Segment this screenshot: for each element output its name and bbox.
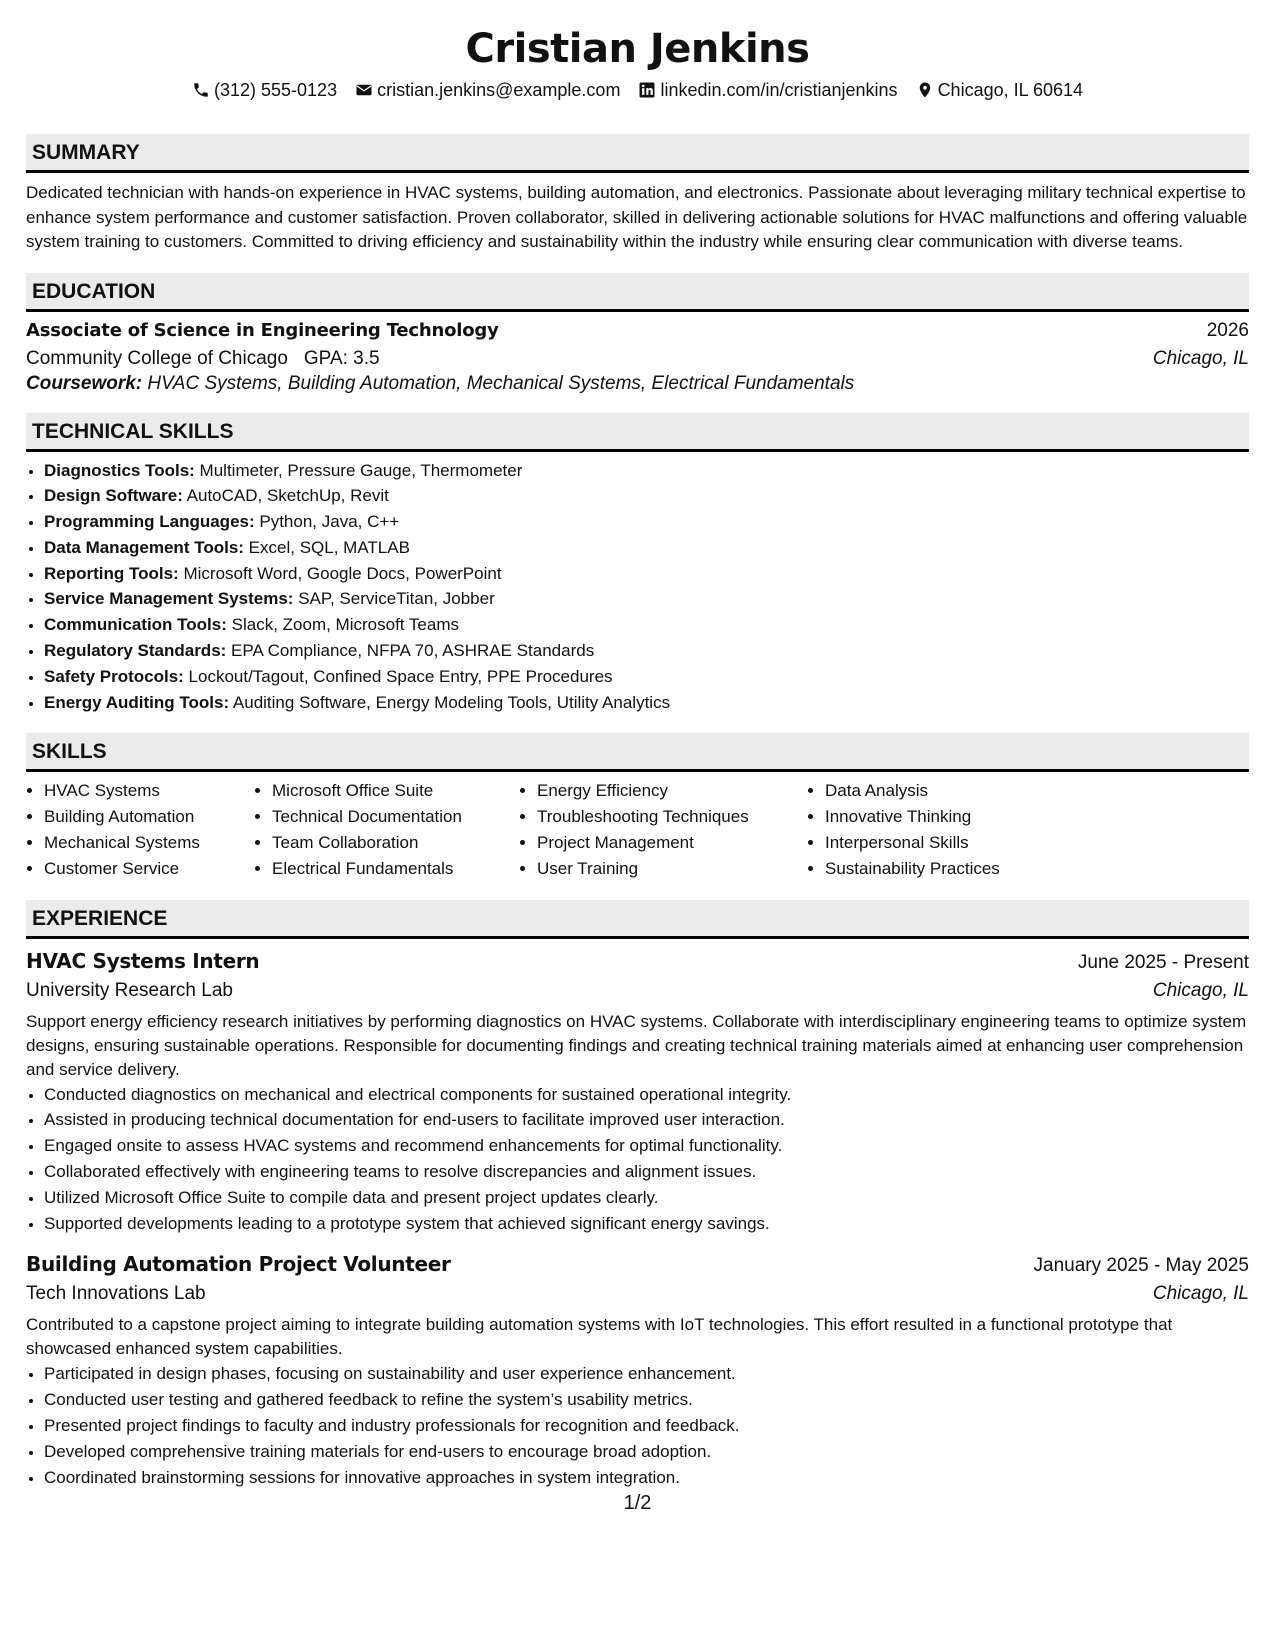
list-item: • Developed comprehensive training materials for end-users to encourage broad adoption. — [44, 1439, 1249, 1465]
gpa: GPA: 3.5 — [303, 347, 380, 369]
list-item — [44, 483, 1249, 509]
skill-category: Energy Auditing Tools: — [44, 692, 230, 712]
skill-category: Diagnostics Tools: — [44, 460, 195, 480]
summary-heading: SUMMARY — [26, 134, 1249, 173]
contact-phone — [192, 78, 337, 102]
list-item: • Project Management — [537, 830, 807, 856]
summary-text: Dedicated technician with hands-on experience in HVAC systems, building automation, and electronics. Passionate about leveraging military technical expertise to enhance system performance and customer satisfaction. Proven collaborator, skilled in delivering actionable solutions for HVAC malfunctions and offering valuable system training to customers. Committed to driving efficiency and sustainability within the industry while ensuring clear communication with diverse teams. — [26, 183, 1248, 251]
experience-entry — [26, 949, 1249, 1237]
list-item: • Supported developments leading to a prototype system that achieved significant energy savings. — [44, 1211, 1249, 1237]
envelope-icon — [355, 81, 373, 99]
technical-skills-heading: TECHNICAL SKILLS — [26, 413, 1249, 452]
coursework-line — [26, 373, 1249, 395]
experience-heading: EXPERIENCE — [26, 900, 1249, 939]
job-title: HVAC Systems Intern — [26, 948, 260, 973]
list-item: • Sustainability Practices — [825, 856, 1085, 882]
list-item: • Coordinated brainstorming sessions for innovative approaches in system integration. — [44, 1465, 1249, 1491]
list-item: • Microsoft Office Suite — [272, 778, 519, 804]
technical-skills-list — [26, 458, 1249, 716]
job-dates: January 2025 - May 2025 — [1033, 1255, 1249, 1277]
education-entry — [26, 320, 1249, 395]
job-location: Chicago, IL — [1152, 1283, 1249, 1305]
job-organization: Tech Innovations Lab — [26, 1283, 206, 1305]
skill-values: Python, Java, C++ — [259, 512, 400, 532]
list-item: • Electrical Fundamentals — [272, 856, 519, 882]
linkedin-text: linkedin.com/in/cristianjenkins — [660, 80, 898, 100]
skill-category: Reporting Tools: — [44, 563, 179, 583]
list-item — [44, 586, 1249, 612]
list-item: • Engaged onsite to assess HVAC systems and recommend enhancements for optimal functionality. — [44, 1133, 1249, 1159]
education-heading: EDUCATION — [26, 273, 1249, 312]
contact-location — [916, 78, 1083, 102]
list-item: • Team Collaboration — [272, 830, 519, 856]
list-item: • Interpersonal Skills — [825, 830, 1085, 856]
list-item: • Conducted user testing and gathered feedback to refine the system’s usability metrics. — [44, 1387, 1249, 1413]
job-description: Contributed to a capstone project aiming to integrate building automation systems with IoT technologies. This effort resulted in a functional prototype that showcased enhanced system capabilities. — [26, 1315, 1173, 1359]
list-item — [44, 535, 1249, 561]
list-item — [44, 458, 1249, 484]
job-bullets — [26, 1082, 1249, 1237]
school-line — [26, 348, 380, 370]
candidate-name: Cristian Jenkins — [465, 26, 810, 72]
graduation-year: 2026 — [1206, 319, 1249, 341]
list-item: • Collaborated effectively with engineering teams to resolve discrepancies and alignment issues. — [44, 1159, 1249, 1185]
skill-values: EPA Compliance, NFPA 70, ASHRAE Standards — [231, 641, 595, 661]
email-text: cristian.jenkins@example.com — [377, 80, 621, 100]
skills-column — [519, 778, 807, 881]
list-item: • Assisted in producing technical documentation for end-users to facilitate improved user interaction. — [44, 1107, 1249, 1133]
skill-values: Multimeter, Pressure Gauge, Thermometer — [199, 460, 523, 480]
list-item: • Building Automation — [44, 804, 254, 830]
list-item: • User Training — [537, 856, 807, 882]
location-text: Chicago, IL 60614 — [937, 80, 1084, 100]
phone-text: (312) 555-0123 — [213, 80, 338, 100]
job-title: Building Automation Project Volunteer — [26, 1252, 451, 1277]
list-item: • Participated in design phases, focusing on sustainability and user experience enhancement. — [44, 1361, 1249, 1387]
contact-bar — [26, 78, 1249, 102]
skill-category: Safety Protocols: — [44, 666, 184, 686]
list-item: • Troubleshooting Techniques — [537, 804, 807, 830]
list-item — [44, 509, 1249, 535]
phone-icon — [192, 81, 210, 99]
skills-column — [807, 778, 1085, 881]
skill-values: Excel, SQL, MATLAB — [248, 537, 410, 557]
skill-values: AutoCAD, SketchUp, Revit — [186, 486, 389, 506]
job-dates: June 2025 - Present — [1077, 951, 1249, 973]
list-item — [44, 612, 1249, 638]
degree-title: Associate of Science in Engineering Technology — [26, 319, 499, 341]
job-organization: University Research Lab — [26, 979, 233, 1001]
skills-heading: SKILLS — [26, 733, 1249, 772]
skill-category: Data Management Tools: — [44, 537, 244, 557]
list-item: • Innovative Thinking — [825, 804, 1085, 830]
list-item: • Energy Efficiency — [537, 778, 807, 804]
skill-values: Slack, Zoom, Microsoft Teams — [231, 615, 459, 635]
list-item: • Presented project findings to faculty and industry professionals for recognition and feedback. — [44, 1413, 1249, 1439]
coursework-label: Coursework: — [26, 372, 143, 394]
skill-values: SAP, ServiceTitan, Jobber — [298, 589, 495, 609]
skill-values: Lockout/Tagout, Confined Space Entry, PPE Procedures — [188, 666, 613, 686]
experience-entry — [26, 1252, 1249, 1490]
skill-category: Regulatory Standards: — [44, 641, 227, 661]
skill-values: Auditing Software, Energy Modeling Tools, Utility Analytics — [232, 692, 671, 712]
coursework-list: HVAC Systems, Building Automation, Mechanical Systems, Electrical Fundamentals — [147, 372, 855, 394]
list-item — [44, 664, 1249, 690]
skills-column — [254, 778, 519, 881]
linkedin-icon — [638, 81, 656, 99]
list-item: • Conducted diagnostics on mechanical and electrical components for sustained operational integrity. — [44, 1082, 1249, 1108]
list-item — [44, 690, 1249, 716]
list-item — [44, 638, 1249, 664]
job-bullets — [26, 1361, 1249, 1490]
contact-email[interactable] — [355, 78, 620, 102]
list-item: • Utilized Microsoft Office Suite to compile data and present project updates clearly. — [44, 1185, 1249, 1211]
list-item: • Technical Documentation — [272, 804, 519, 830]
list-item: • Data Analysis — [825, 778, 1085, 804]
page-number: 1/2 — [623, 1492, 652, 1514]
list-item: • Mechanical Systems — [44, 830, 254, 856]
school-location: Chicago, IL — [1152, 347, 1249, 369]
list-item: • HVAC Systems — [44, 778, 254, 804]
list-item: • Customer Service — [44, 856, 254, 882]
map-pin-icon — [916, 81, 934, 99]
school-name: Community College of Chicago — [26, 347, 288, 369]
job-location: Chicago, IL — [1152, 979, 1249, 1001]
skills-column — [26, 778, 254, 881]
contact-linkedin[interactable] — [638, 78, 897, 102]
skill-category: Service Management Systems: — [44, 589, 294, 609]
skills-grid — [26, 778, 1249, 881]
skill-category: Communication Tools: — [44, 615, 227, 635]
skill-values: Microsoft Word, Google Docs, PowerPoint — [183, 563, 502, 583]
list-item — [44, 561, 1249, 587]
job-description: Support energy efficiency research initiatives by performing diagnostics on HVAC systems. Collaborate with interdisciplinary engineering teams to optimize system designs, ensuring sustainable operations. Responsible for documenting findings and creating technical training materials aimed at enhancing user comprehension and service delivery. — [26, 1011, 1247, 1079]
skill-category: Programming Languages: — [44, 512, 255, 532]
skill-category: Design Software: — [44, 486, 183, 506]
